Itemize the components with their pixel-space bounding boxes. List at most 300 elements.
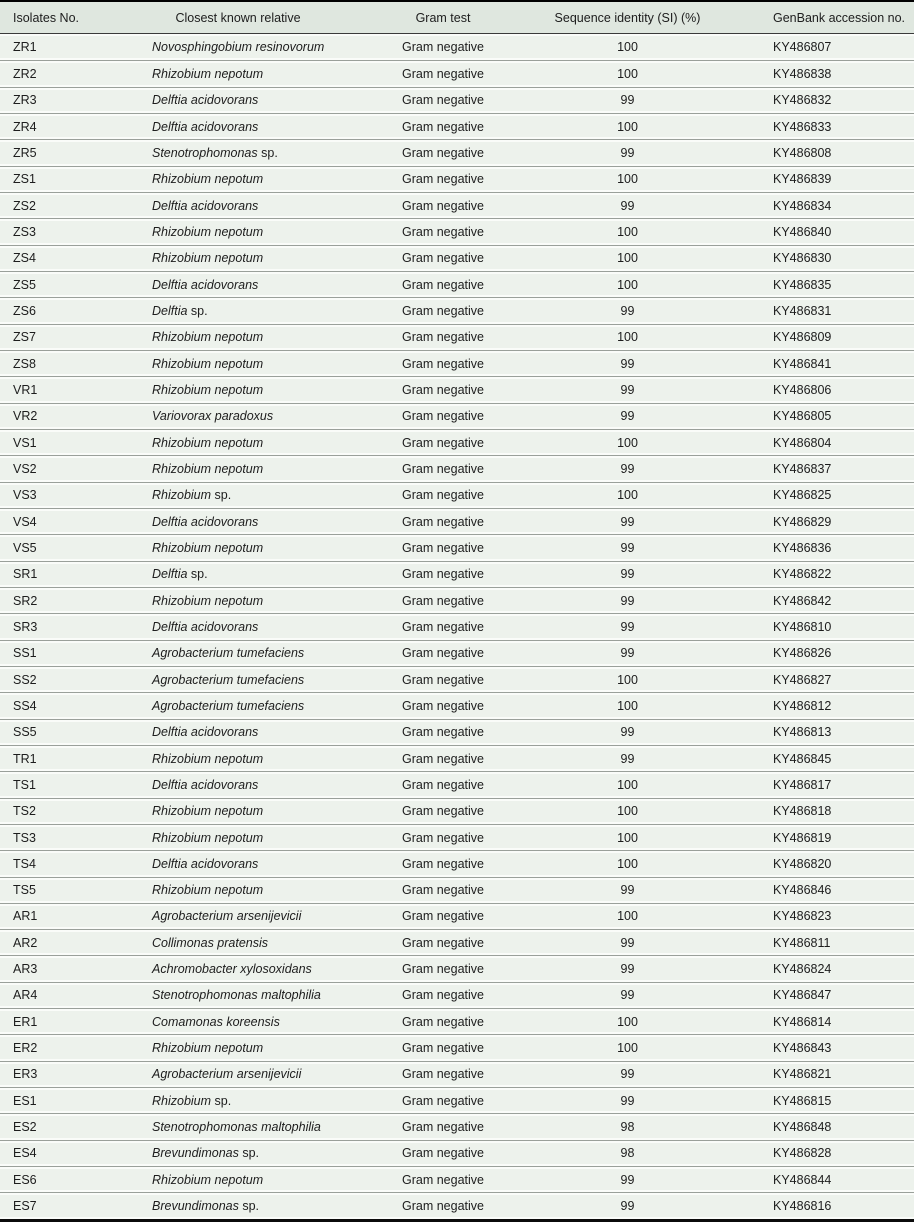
sequence-identity-cell: 99 — [620, 540, 635, 555]
genbank-accession-cell: KY486829 — [773, 514, 832, 529]
sequence-identity-cell: 100 — [617, 1014, 638, 1029]
closest-relative-cell — [140, 120, 336, 134]
isolate-no-cell: ZR2 — [13, 66, 37, 81]
genbank-accession-cell: KY486824 — [773, 962, 832, 977]
species-name-italic: Achromobacter xylosoxidans — [152, 962, 312, 977]
genbank-accession-cell: KY486805 — [773, 409, 832, 424]
closest-relative-cell — [140, 67, 336, 81]
sequence-identity-cell: 99 — [620, 962, 635, 977]
table-row — [0, 271, 914, 297]
sequence-identity-cell: 99 — [620, 619, 635, 634]
table-row — [0, 455, 914, 481]
table-row — [0, 297, 914, 323]
gram-test-cell: Gram negative — [402, 725, 484, 740]
gram-test-cell: Gram negative — [402, 1199, 484, 1214]
species-suffix: sp. — [211, 1093, 232, 1108]
sequence-identity-cell: 98 — [620, 1146, 635, 1161]
closest-relative-cell — [140, 1146, 336, 1160]
gram-test-cell: Gram negative — [402, 988, 484, 1003]
genbank-accession-cell: KY486807 — [773, 40, 832, 55]
closest-relative-cell — [140, 1015, 336, 1029]
genbank-accession-cell: KY486828 — [773, 1146, 832, 1161]
species-name-italic: Delftia acidovorans — [152, 725, 259, 740]
table-row — [0, 1087, 914, 1113]
isolate-no-cell: ZS4 — [13, 251, 36, 266]
isolate-no-cell: SS5 — [13, 725, 37, 740]
table-row — [0, 1166, 914, 1192]
sequence-identity-cell: 100 — [617, 119, 638, 134]
isolate-no-cell: ZS7 — [13, 330, 36, 345]
gram-test-cell: Gram negative — [402, 330, 484, 345]
species-name-italic: Rhizobium nepotum — [152, 251, 264, 266]
closest-relative-cell — [140, 831, 336, 845]
table-row — [0, 771, 914, 797]
closest-relative-cell — [140, 409, 336, 423]
closest-relative-cell — [140, 646, 336, 660]
gram-test-cell: Gram negative — [402, 382, 484, 397]
gram-test-cell: Gram negative — [402, 856, 484, 871]
gram-test-cell: Gram negative — [402, 514, 484, 529]
table-row — [0, 245, 914, 271]
species-name-italic: Rhizobium nepotum — [152, 435, 264, 450]
closest-relative-cell — [140, 804, 336, 818]
species-suffix: sp. — [187, 303, 208, 318]
isolate-no-cell: ZR5 — [13, 145, 37, 160]
genbank-accession-cell: KY486820 — [773, 856, 832, 871]
gram-test-cell: Gram negative — [402, 646, 484, 661]
table-row — [0, 350, 914, 376]
table-row — [0, 613, 914, 639]
gram-test-cell: Gram negative — [402, 1014, 484, 1029]
closest-relative-cell — [140, 225, 336, 239]
closest-relative-cell — [140, 883, 336, 897]
isolate-no-cell: VR1 — [13, 382, 38, 397]
table-row — [0, 798, 914, 824]
genbank-accession-cell: KY486832 — [773, 93, 832, 108]
isolate-no-cell: ES1 — [13, 1093, 37, 1108]
sequence-identity-cell: 99 — [620, 198, 635, 213]
gram-test-cell: Gram negative — [402, 277, 484, 292]
closest-relative-cell — [140, 304, 336, 318]
sequence-identity-cell: 100 — [617, 777, 638, 792]
closest-relative-cell — [140, 40, 336, 54]
gram-test-cell: Gram negative — [402, 488, 484, 503]
closest-relative-cell — [140, 462, 336, 476]
isolate-no-cell: ZR3 — [13, 93, 37, 108]
species-name-italic: Delftia acidovorans — [152, 198, 259, 213]
closest-relative-cell — [140, 725, 336, 739]
closest-relative-cell — [140, 620, 336, 634]
sequence-identity-cell: 100 — [617, 1041, 638, 1056]
species-name-italic: Rhizobium nepotum — [152, 330, 264, 345]
closest-relative-cell — [140, 962, 336, 976]
sequence-identity-cell: 100 — [617, 224, 638, 239]
gram-test-cell: Gram negative — [402, 962, 484, 977]
species-name-italic: Agrobacterium arsenijevicii — [152, 1067, 302, 1082]
genbank-accession-cell: KY486845 — [773, 751, 832, 766]
genbank-accession-cell: KY486826 — [773, 646, 832, 661]
isolate-no-cell: TS4 — [13, 856, 36, 871]
sequence-identity-cell: 99 — [620, 461, 635, 476]
sequence-identity-cell: 99 — [620, 93, 635, 108]
sequence-identity-cell: 99 — [620, 725, 635, 740]
gram-test-cell: Gram negative — [402, 224, 484, 239]
genbank-accession-cell: KY486818 — [773, 804, 832, 819]
sequence-identity-cell: 99 — [620, 303, 635, 318]
species-name-italic: Delftia acidovorans — [152, 93, 259, 108]
sequence-identity-cell: 100 — [617, 66, 638, 81]
gram-test-cell: Gram negative — [402, 567, 484, 582]
sequence-identity-cell: 100 — [617, 698, 638, 713]
genbank-accession-cell: KY486837 — [773, 461, 832, 476]
isolate-no-cell: VS4 — [13, 514, 37, 529]
species-name-italic: Delftia acidovorans — [152, 856, 259, 871]
gram-test-cell: Gram negative — [402, 145, 484, 160]
sequence-identity-cell: 100 — [617, 830, 638, 845]
closest-relative-cell — [140, 251, 336, 265]
sequence-identity-cell: 99 — [620, 988, 635, 1003]
closest-relative-cell — [140, 330, 336, 344]
isolate-no-cell: AR4 — [13, 988, 38, 1003]
sequence-identity-cell: 100 — [617, 488, 638, 503]
gram-test-cell: Gram negative — [402, 40, 484, 55]
isolate-no-cell: ER2 — [13, 1041, 38, 1056]
table-row — [0, 376, 914, 402]
species-name-italic: Rhizobium — [152, 1093, 212, 1108]
gram-test-cell: Gram negative — [402, 540, 484, 555]
gram-test-cell: Gram negative — [402, 303, 484, 318]
sequence-identity-cell: 100 — [617, 672, 638, 687]
species-name-italic: Brevundimonas — [152, 1146, 239, 1161]
gram-test-cell: Gram negative — [402, 66, 484, 81]
column-header-gram-test: Gram test — [415, 10, 471, 25]
species-name-italic: Stenotrophomonas maltophilia — [152, 1120, 321, 1135]
column-header-genbank-accession: GenBank accession no. — [773, 10, 906, 25]
isolate-no-cell: AR2 — [13, 935, 38, 950]
isolate-no-cell: TS3 — [13, 830, 36, 845]
table-row — [0, 218, 914, 244]
closest-relative-cell — [140, 515, 336, 529]
species-name-italic: Brevundimonas — [152, 1199, 239, 1214]
isolate-no-cell: ZR4 — [13, 119, 37, 134]
closest-relative-cell — [140, 488, 336, 502]
table-row — [0, 113, 914, 139]
table-row — [0, 534, 914, 560]
table-row — [0, 429, 914, 455]
table-row — [0, 1192, 914, 1218]
species-name-italic: Stenotrophomonas — [152, 145, 258, 160]
sequence-identity-cell: 99 — [620, 751, 635, 766]
isolate-no-cell: ER1 — [13, 1014, 38, 1029]
isolate-no-cell: AR1 — [13, 909, 38, 924]
sequence-identity-cell: 99 — [620, 1093, 635, 1108]
species-name-italic: Rhizobium nepotum — [152, 224, 264, 239]
closest-relative-cell — [140, 778, 336, 792]
sequence-identity-cell: 99 — [620, 646, 635, 661]
gram-test-cell: Gram negative — [402, 461, 484, 476]
species-name-italic: Delftia — [152, 303, 188, 318]
genbank-accession-cell: KY486822 — [773, 567, 832, 582]
table-row — [0, 561, 914, 587]
isolate-no-cell: ZS1 — [13, 172, 36, 187]
table-row — [0, 824, 914, 850]
table-row — [0, 1061, 914, 1087]
isolate-no-cell: TR1 — [13, 751, 37, 766]
closest-relative-cell — [140, 1199, 336, 1213]
species-name-italic: Rhizobium nepotum — [152, 461, 264, 476]
gram-test-cell: Gram negative — [402, 1120, 484, 1135]
isolate-no-cell: SR3 — [13, 619, 38, 634]
table-row — [0, 955, 914, 981]
genbank-accession-cell: KY486809 — [773, 330, 832, 345]
genbank-accession-cell: KY486830 — [773, 251, 832, 266]
closest-relative-cell — [140, 357, 336, 371]
gram-test-cell: Gram negative — [402, 409, 484, 424]
gram-test-cell: Gram negative — [402, 1172, 484, 1187]
sequence-identity-cell: 100 — [617, 40, 638, 55]
sequence-identity-cell: 99 — [620, 1199, 635, 1214]
closest-relative-cell — [140, 172, 336, 186]
sequence-identity-cell: 99 — [620, 356, 635, 371]
gram-test-cell: Gram negative — [402, 909, 484, 924]
gram-test-cell: Gram negative — [402, 251, 484, 266]
genbank-accession-cell: KY486804 — [773, 435, 832, 450]
gram-test-cell: Gram negative — [402, 830, 484, 845]
table-row — [0, 1113, 914, 1139]
species-name-italic: Rhizobium nepotum — [152, 66, 264, 81]
species-suffix: sp. — [211, 488, 232, 503]
sequence-identity-cell: 100 — [617, 804, 638, 819]
genbank-accession-cell: KY486823 — [773, 909, 832, 924]
closest-relative-cell — [140, 594, 336, 608]
table-row — [0, 850, 914, 876]
closest-relative-cell — [140, 909, 336, 923]
table-row — [0, 745, 914, 771]
species-name-italic: Agrobacterium arsenijevicii — [152, 909, 302, 924]
closest-relative-cell — [140, 146, 336, 160]
gram-test-cell: Gram negative — [402, 804, 484, 819]
gram-test-cell: Gram negative — [402, 672, 484, 687]
isolate-no-cell: ES6 — [13, 1172, 37, 1187]
table-row — [0, 929, 914, 955]
genbank-accession-cell: KY486812 — [773, 698, 832, 713]
table-row — [0, 692, 914, 718]
genbank-accession-cell: KY486838 — [773, 66, 832, 81]
genbank-accession-cell: KY486825 — [773, 488, 832, 503]
genbank-accession-cell: KY486846 — [773, 883, 832, 898]
closest-relative-cell — [140, 988, 336, 1002]
species-suffix: sp. — [257, 145, 278, 160]
species-name-italic: Rhizobium nepotum — [152, 1172, 264, 1187]
isolate-no-cell: ES4 — [13, 1146, 37, 1161]
closest-relative-cell — [140, 93, 336, 107]
genbank-accession-cell: KY486810 — [773, 619, 832, 634]
isolate-no-cell: ZS6 — [13, 303, 36, 318]
gram-test-cell: Gram negative — [402, 883, 484, 898]
genbank-accession-cell: KY486815 — [773, 1093, 832, 1108]
genbank-accession-cell: KY486808 — [773, 145, 832, 160]
gram-test-cell: Gram negative — [402, 172, 484, 187]
isolate-no-cell: ES2 — [13, 1120, 37, 1135]
species-name-italic: Collimonas pratensis — [152, 935, 269, 950]
species-name-italic: Rhizobium nepotum — [152, 356, 264, 371]
sequence-identity-cell: 99 — [620, 593, 635, 608]
isolate-no-cell: TS2 — [13, 804, 36, 819]
species-name-italic: Novosphingobium resinovorum — [152, 40, 325, 55]
isolate-no-cell: VS1 — [13, 435, 37, 450]
table-body — [0, 34, 914, 1219]
species-name-italic: Rhizobium nepotum — [152, 804, 264, 819]
table-row — [0, 324, 914, 350]
genbank-accession-cell: KY486817 — [773, 777, 832, 792]
closest-relative-cell — [140, 567, 336, 581]
sequence-identity-cell: 98 — [620, 1120, 635, 1135]
gram-test-cell: Gram negative — [402, 777, 484, 792]
closest-relative-cell — [140, 752, 336, 766]
isolate-no-cell: VS3 — [13, 488, 37, 503]
gram-test-cell: Gram negative — [402, 1093, 484, 1108]
gram-test-cell: Gram negative — [402, 1146, 484, 1161]
sequence-identity-cell: 99 — [620, 514, 635, 529]
sequence-identity-cell: 99 — [620, 1172, 635, 1187]
isolate-no-cell: ZS3 — [13, 224, 36, 239]
sequence-identity-cell: 100 — [617, 856, 638, 871]
genbank-accession-cell: KY486840 — [773, 224, 832, 239]
column-header-isolates-no: Isolates No. — [13, 10, 80, 25]
genbank-accession-cell: KY486839 — [773, 172, 832, 187]
species-name-italic: Agrobacterium tumefaciens — [152, 698, 305, 713]
genbank-accession-cell: KY486844 — [773, 1172, 832, 1187]
species-suffix: sp. — [187, 567, 208, 582]
species-name-italic: Stenotrophomonas maltophilia — [152, 988, 321, 1003]
closest-relative-cell — [140, 199, 336, 213]
sequence-identity-cell: 99 — [620, 935, 635, 950]
sequence-identity-cell: 99 — [620, 145, 635, 160]
species-name-italic: Delftia acidovorans — [152, 619, 259, 634]
species-name-italic: Rhizobium nepotum — [152, 1041, 264, 1056]
closest-relative-cell — [140, 699, 336, 713]
closest-relative-cell — [140, 1120, 336, 1134]
table-row — [0, 87, 914, 113]
species-name-italic: Delftia acidovorans — [152, 777, 259, 792]
gram-test-cell: Gram negative — [402, 619, 484, 634]
genbank-accession-cell: KY486811 — [773, 935, 831, 950]
table-row — [0, 1008, 914, 1034]
species-name-italic: Agrobacterium tumefaciens — [152, 646, 305, 661]
table-row — [0, 60, 914, 86]
species-suffix: sp. — [238, 1199, 260, 1214]
table-row — [0, 903, 914, 929]
sequence-identity-cell: 100 — [617, 909, 638, 924]
closest-relative-cell — [140, 541, 336, 555]
species-name-italic: Rhizobium nepotum — [152, 540, 264, 555]
genbank-accession-cell: KY486806 — [773, 382, 832, 397]
isolate-no-cell: ZS8 — [13, 356, 36, 371]
column-header-closest-relative: Closest known relative — [175, 10, 301, 25]
closest-relative-cell — [140, 1094, 336, 1108]
isolate-no-cell: ZS2 — [13, 198, 36, 213]
table-row — [0, 508, 914, 534]
isolate-no-cell: SR2 — [13, 593, 38, 608]
genbank-accession-cell: KY486831 — [773, 303, 832, 318]
table-row — [0, 982, 914, 1008]
gram-test-cell: Gram negative — [402, 198, 484, 213]
gram-test-cell: Gram negative — [402, 356, 484, 371]
table-row — [0, 34, 914, 60]
isolate-no-cell: SS1 — [13, 646, 37, 661]
isolate-no-cell: ZS5 — [13, 277, 36, 292]
table-row — [0, 482, 914, 508]
gram-test-cell: Gram negative — [402, 435, 484, 450]
isolate-no-cell: SS2 — [13, 672, 37, 687]
isolate-no-cell: VR2 — [13, 409, 38, 424]
closest-relative-cell — [140, 278, 336, 292]
genbank-accession-cell: KY486836 — [773, 540, 832, 555]
sequence-identity-cell: 100 — [617, 172, 638, 187]
table-row — [0, 719, 914, 745]
table-header-row — [0, 0, 914, 34]
species-name-italic: Rhizobium — [152, 488, 212, 503]
closest-relative-cell — [140, 1173, 336, 1187]
sequence-identity-cell: 99 — [620, 1067, 635, 1082]
gram-test-cell: Gram negative — [402, 119, 484, 134]
species-name-italic: Rhizobium nepotum — [152, 751, 264, 766]
sequence-identity-cell: 100 — [617, 251, 638, 266]
genbank-accession-cell: KY486841 — [773, 356, 832, 371]
genbank-accession-cell: KY486821 — [773, 1067, 832, 1082]
genbank-accession-cell: KY486835 — [773, 277, 832, 292]
table-row — [0, 1140, 914, 1166]
table-row — [0, 587, 914, 613]
isolate-no-cell: AR3 — [13, 962, 38, 977]
genbank-accession-cell: KY486816 — [773, 1199, 832, 1214]
table-row — [0, 139, 914, 165]
species-name-italic: Delftia acidovorans — [152, 514, 259, 529]
isolate-no-cell: TS1 — [13, 777, 36, 792]
table-row — [0, 192, 914, 218]
genbank-accession-cell: KY486834 — [773, 198, 832, 213]
isolate-no-cell: ZR1 — [13, 40, 37, 55]
gram-test-cell: Gram negative — [402, 1067, 484, 1082]
table-row — [0, 403, 914, 429]
genbank-accession-cell: KY486848 — [773, 1120, 832, 1135]
isolate-no-cell: VS5 — [13, 540, 37, 555]
closest-relative-cell — [140, 673, 336, 687]
isolate-no-cell: ES7 — [13, 1199, 37, 1214]
species-name-italic: Delftia acidovorans — [152, 119, 259, 134]
genbank-accession-cell: KY486819 — [773, 830, 832, 845]
table-row — [0, 1034, 914, 1060]
isolate-no-cell: SS4 — [13, 698, 37, 713]
species-name-italic: Agrobacterium tumefaciens — [152, 672, 305, 687]
closest-relative-cell — [140, 857, 336, 871]
closest-relative-cell — [140, 1041, 336, 1055]
closest-relative-cell — [140, 1067, 336, 1081]
genbank-accession-cell: KY486843 — [773, 1041, 832, 1056]
sequence-identity-cell: 99 — [620, 883, 635, 898]
column-header-sequence-identity: Sequence identity (SI) (%) — [554, 10, 701, 25]
isolate-no-cell: VS2 — [13, 461, 37, 476]
species-name-italic: Delftia — [152, 567, 188, 582]
sequence-identity-cell: 99 — [620, 382, 635, 397]
genbank-accession-cell: KY486847 — [773, 988, 832, 1003]
species-name-italic: Delftia acidovorans — [152, 277, 259, 292]
table-row — [0, 640, 914, 666]
closest-relative-cell — [140, 436, 336, 450]
genbank-accession-cell: KY486814 — [773, 1014, 832, 1029]
closest-relative-cell — [140, 383, 336, 397]
species-suffix: sp. — [238, 1146, 260, 1161]
